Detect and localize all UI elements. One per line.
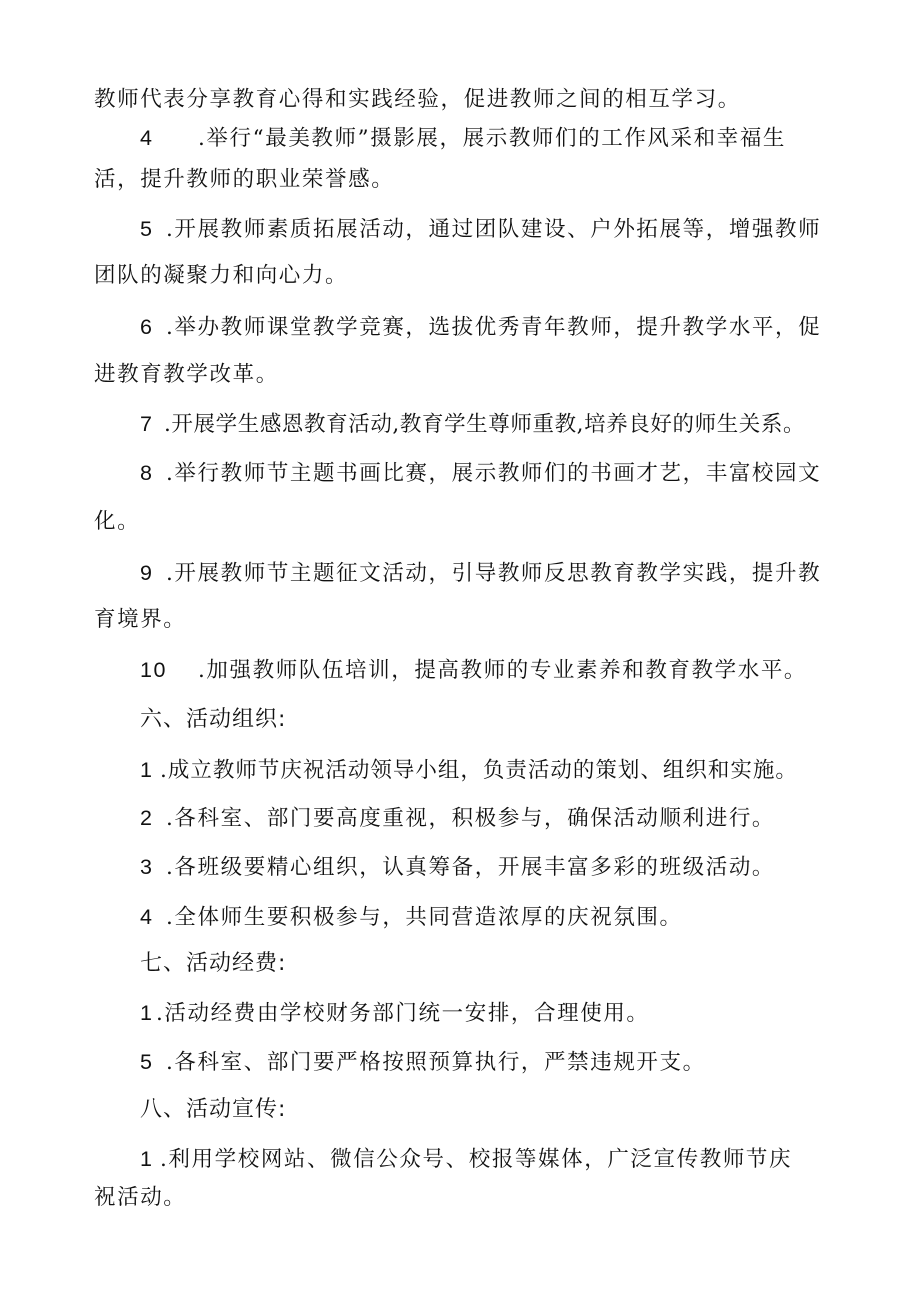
list-item [140, 999, 650, 1028]
item-continuation: 化。 [94, 509, 141, 534]
item-text: .活动经费由学校财务部门统一安排，合理使用。 [156, 1001, 650, 1026]
paragraph-line: 教师代表分享教育心得和实践经验，促进教师之间的相互学习。 [94, 87, 741, 112]
item-text: .利用学校网站、微信公众号、校报等媒体，广泛宣传教师节庆 [160, 1147, 793, 1172]
list-item-8 [140, 459, 821, 488]
list-item-6 [140, 313, 821, 342]
item-continuation: 活，提升教师的职业荣誉感。 [94, 167, 395, 192]
item-number: 8 [140, 461, 154, 485]
list-item [140, 804, 775, 833]
item-number: 1 [140, 1147, 154, 1171]
list-item-7 [140, 410, 805, 439]
item-number: 4 [140, 126, 154, 150]
list-item-5 [140, 215, 821, 244]
item-text: .举行教师节主题书画比赛，展示教师们的书画才艺，丰富校园文 [166, 461, 822, 486]
item-text: .举办教师课堂教学竞赛，选拔优秀青年教师，提升教学水平，促 [166, 315, 822, 340]
item-number: 7 [140, 412, 153, 436]
item-number: 5 [140, 1050, 154, 1074]
list-item-4 [140, 124, 786, 153]
item-number: 5 [140, 217, 154, 241]
list-item [140, 756, 798, 785]
item-continuation: 进教育教学改革。 [94, 362, 279, 387]
item-text: .举行“最美教师”摄影展，展示教师们的工作风采和幸福生 [198, 126, 787, 151]
list-item-10 [140, 656, 807, 685]
item-number: 4 [140, 905, 154, 929]
item-text: .各科室、部门要高度重视，积极参与，确保活动顺利进行。 [166, 806, 776, 831]
list-item-9 [140, 559, 821, 588]
item-number: 9 [140, 561, 154, 585]
item-continuation: 团队的凝聚力和向心力。 [94, 263, 349, 288]
item-number: 1 [140, 1001, 154, 1025]
section-heading-funding: 七、活动经费: [140, 951, 287, 976]
item-text: .成立教师节庆祝活动领导小组，负责活动的策划、组织和实施。 [160, 758, 798, 783]
list-item [140, 1145, 792, 1174]
item-number: 1 [140, 758, 153, 782]
item-text: .各班级要精心组织，认真筹备，开展丰富多彩的班级活动。 [166, 855, 776, 880]
list-item [140, 903, 683, 932]
section-heading-organization: 六、活动组织: [140, 707, 287, 732]
section-heading-publicity: 八、活动宣传: [140, 1097, 287, 1122]
item-number: 6 [140, 315, 154, 339]
list-item [140, 853, 775, 882]
item-number: 3 [140, 855, 154, 879]
item-continuation: 育境界。 [94, 607, 187, 632]
item-text: .开展学生感恩教育活动,教育学生尊师重教,培养良好的师生关系。 [164, 412, 806, 437]
item-number: 2 [140, 806, 154, 830]
item-text: .全体师生要积极参与，共同营造浓厚的庆祝氛围。 [166, 905, 683, 930]
item-text: .加强教师队伍培训，提高教师的专业素养和教育教学水平。 [198, 658, 808, 683]
item-text: .各科室、部门要严格按照预算执行，严禁违规开支。 [166, 1050, 706, 1075]
item-text: .开展教师节主题征文活动，引导教师反思教育教学实践，提升教 [166, 561, 822, 586]
item-text: .开展教师素质拓展活动，通过团队建设、户外拓展等，增强教师 [166, 217, 822, 242]
item-continuation: 祝活动。 [94, 1185, 187, 1210]
item-number: 10 [140, 658, 168, 682]
list-item [140, 1048, 706, 1077]
